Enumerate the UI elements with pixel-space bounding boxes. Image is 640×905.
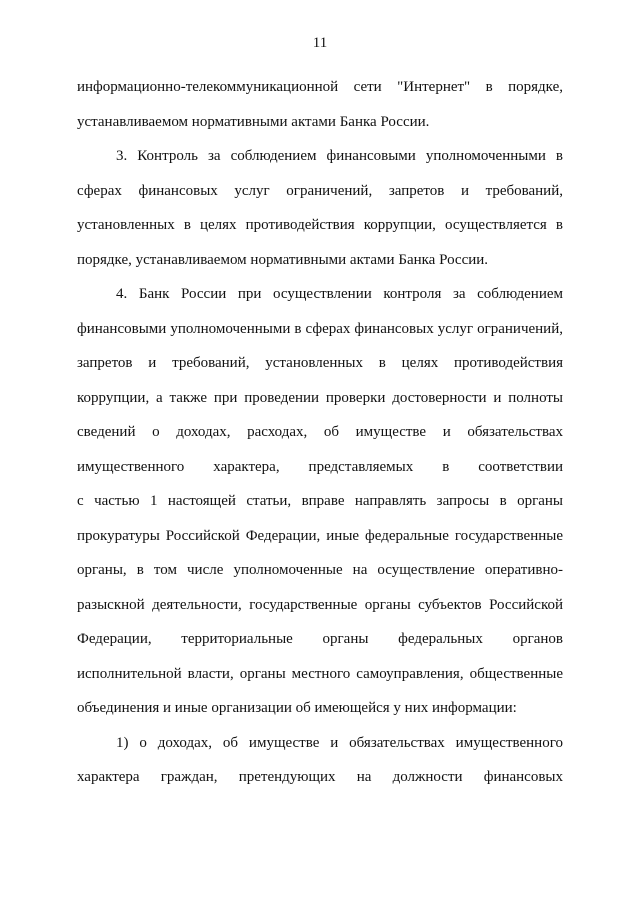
text-line: 4. Банк России при осуществлении контроля за соблюдением xyxy=(116,286,563,302)
text-line: установленных в целях противодействия коррупции, осуществляется в xyxy=(77,217,563,233)
text-line: 1) о доходах, об имуществе и обязательствах имущественного xyxy=(116,734,563,751)
text-line: разыскной деятельности, государственные органы субъектов Российской xyxy=(77,596,563,613)
text-line: коррупции, а также при проведении проверки достоверности и полноты xyxy=(77,389,563,406)
text-line: сферах финансовых услуг ограничений, запретов и требований, xyxy=(77,182,563,199)
page-number: 11 xyxy=(312,35,328,51)
text-line: запретов и требований, установленных в целях противодействия xyxy=(77,355,563,371)
text-line: с частью 1 настоящей статьи, вправе направлять запросы в органы xyxy=(77,493,563,509)
text-line: сведений о доходах, расходах, об имуществе и обязательствах xyxy=(77,424,563,440)
text-line: устанавливаемом нормативными актами Банка России. xyxy=(77,113,430,130)
text-line: прокуратуры Российской Федерации, иные федеральные государственные xyxy=(77,527,563,544)
text-line: 3. Контроль за соблюдением финансовыми уполномоченными в xyxy=(116,148,563,164)
text-line: порядке, устанавливаемом нормативными актами Банка России. xyxy=(77,251,489,268)
text-line: органы, в том числе уполномоченные на осуществление оперативно- xyxy=(77,562,563,578)
paragraph-item-4 xyxy=(77,277,563,726)
text-line: имущественного характера, представляемых в соответствии xyxy=(77,458,563,475)
paragraph-continuation xyxy=(77,70,563,139)
text-line: характера граждан, претендующих на должности финансовых xyxy=(77,769,563,785)
document-body xyxy=(77,70,563,795)
text-line: объединения и иные организации об имеющейся у них информации: xyxy=(77,700,517,716)
paragraph-subitem-1 xyxy=(77,726,563,795)
text-line: информационно-телекоммуникационной сети "Интернет" в порядке, xyxy=(77,79,563,95)
text-line: исполнительной власти, органы местного самоуправления, общественные xyxy=(77,665,563,682)
text-line: Федерации, территориальные органы федеральных органов xyxy=(77,631,563,647)
text-line: финансовыми уполномоченными в сферах финансовых услуг ограничений, xyxy=(77,320,563,337)
paragraph-item-3 xyxy=(77,139,563,277)
